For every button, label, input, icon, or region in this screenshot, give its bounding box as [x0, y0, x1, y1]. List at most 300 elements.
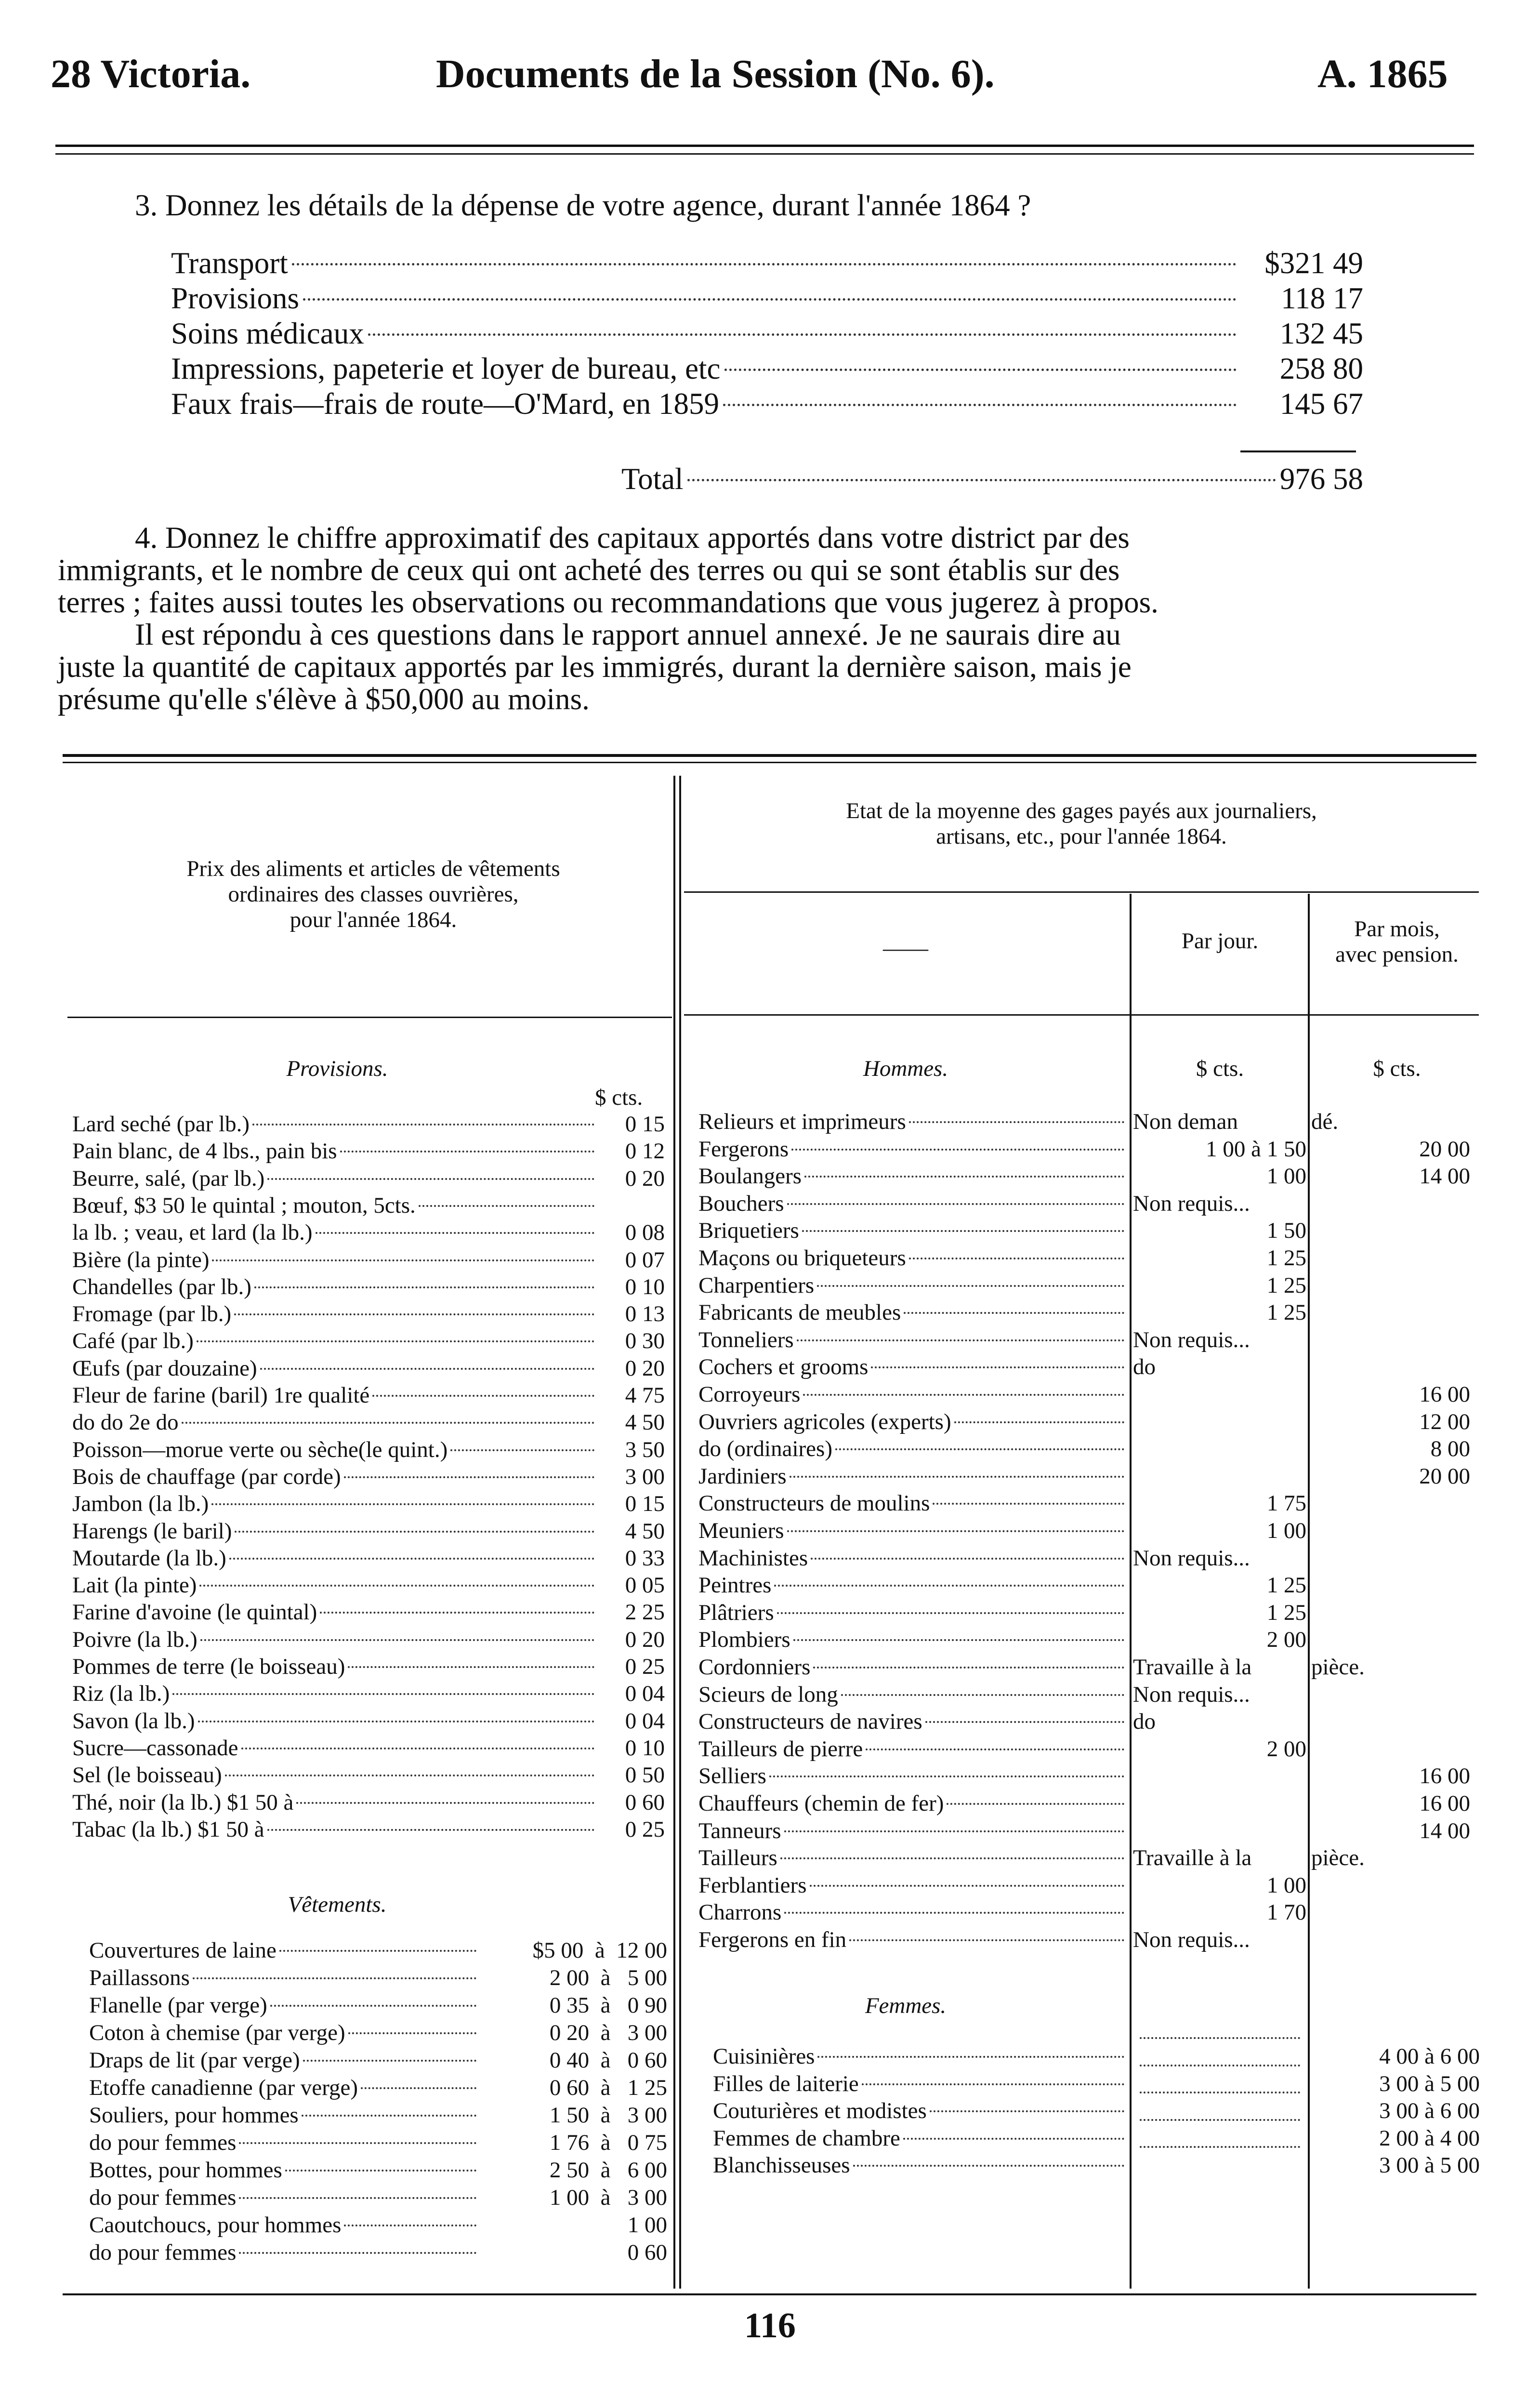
men-wage-day: 2 00 — [1266, 1736, 1306, 1761]
provision-row-label: Poisson—morue verte ou sèche(le quint.) — [72, 1437, 448, 1462]
q3-expense-amount: $321 49 — [1264, 246, 1363, 280]
leader-dots — [239, 2252, 476, 2254]
q4-line: juste la quantité de capitaux apportés par les immigrés, durant la dernière saison, mais je — [58, 650, 1132, 684]
men-wage-row — [698, 1217, 1127, 1244]
leader-dots — [797, 1339, 1124, 1341]
men-wage-row — [698, 1872, 1127, 1899]
provision-row-label: Lard seché (par lb.) — [72, 1112, 250, 1137]
men-wage-day: 1 00 à 1 50 — [1206, 1136, 1306, 1162]
men-wage-day: 1 00 — [1266, 1518, 1306, 1543]
women-wage-row — [713, 2125, 1127, 2152]
men-wage-label: Fergerons en fin — [698, 1927, 847, 1952]
provision-row-label: Moutarde (la lb.) — [72, 1545, 226, 1571]
clothing-row-amount: 1 50 à 3 00 — [549, 2103, 667, 2128]
clothing-row-label: Bottes, pour hommes — [89, 2158, 282, 2183]
divider-wages-col1 — [1130, 894, 1132, 2289]
women-wage-label: Couturières et modistes — [713, 2098, 927, 2123]
clothing-row-amount: 0 20 à 3 00 — [549, 2020, 667, 2045]
men-wage-label: Constructeurs de moulins — [698, 1491, 930, 1516]
provision-row — [72, 1599, 665, 1626]
q4-line: terres ; faites aussi toutes les observations ou recommandations que vous jugerez à propos. — [58, 585, 1158, 619]
men-wage-label: Constructeurs de navires — [698, 1709, 922, 1735]
men-heading: Hommes. — [863, 1056, 948, 1081]
men-wage-label: Charpentiers — [698, 1272, 815, 1298]
prices-header-rule — [67, 1017, 672, 1018]
leader-dots — [813, 1667, 1124, 1669]
provision-row-label: Poivre (la lb.) — [72, 1627, 197, 1652]
provision-row — [72, 1111, 665, 1138]
provision-row — [72, 1273, 665, 1300]
provision-row-amount: 0 50 — [625, 1762, 665, 1788]
clothing-row-amount: 2 00 à 5 00 — [549, 1965, 667, 1990]
men-wage-label: Tailleurs — [698, 1845, 777, 1871]
men-wage-day: do — [1133, 1709, 1156, 1735]
men-wage-row — [698, 1681, 1127, 1708]
men-wage-day: Non requis... — [1133, 1927, 1250, 1952]
leader-dots — [303, 298, 1237, 301]
clothing-row-amount: 1 76 à 0 75 — [549, 2130, 667, 2155]
leader-dots — [211, 1503, 594, 1505]
leader-dots — [212, 1259, 594, 1261]
provision-row — [72, 1735, 665, 1761]
men-wage-label: Tailleurs de pierre — [698, 1736, 863, 1761]
men-wage-label: Plombiers — [698, 1627, 790, 1653]
clothing-row-label: do pour femmes — [89, 2240, 237, 2265]
provision-row-amount: 0 08 — [625, 1220, 665, 1245]
leader-dots — [348, 1666, 594, 1668]
leader-dots — [348, 2032, 476, 2034]
men-wage-row — [698, 1790, 1127, 1817]
men-wage-row — [698, 1626, 1127, 1653]
provision-row — [72, 1490, 665, 1517]
men-wage-day — [1133, 1408, 1306, 1435]
men-wage-label: Chauffeurs (chemin de fer) — [698, 1791, 944, 1816]
provision-row-amount: 0 04 — [625, 1681, 665, 1707]
men-wage-label: Fergerons — [698, 1136, 789, 1162]
men-wage-label: Machinistes — [698, 1545, 808, 1571]
footer-rule — [63, 2293, 1476, 2295]
men-wage-day: 1 25 — [1266, 1600, 1306, 1625]
provision-row — [72, 1463, 665, 1490]
divider-prices-wages-2 — [679, 776, 681, 2289]
provision-row-amount: 3 50 — [625, 1437, 665, 1462]
men-wage-month — [1311, 1872, 1470, 1899]
men-wage-row — [698, 1599, 1127, 1626]
provision-row-label: Sucre—cassonade — [72, 1735, 238, 1761]
q3-expense-label: Provisions — [171, 281, 300, 315]
leader-dots — [267, 1178, 594, 1180]
leader-dots — [909, 1258, 1124, 1259]
men-wage-row — [698, 1245, 1127, 1271]
men-wage-day: 1 25 — [1266, 1272, 1306, 1298]
wages-col-day: Par jour. — [1181, 928, 1259, 954]
leader-dots — [303, 2060, 476, 2062]
men-wage-row — [698, 1762, 1127, 1789]
leader-dots — [1140, 2146, 1300, 2148]
provision-row-label: Sel (le boisseau) — [72, 1762, 222, 1788]
leader-dots — [292, 263, 1237, 265]
men-wage-month: 14 00 — [1419, 1164, 1470, 1189]
provision-row — [72, 1300, 665, 1327]
clothing-row-amount: $5 00 à 12 00 — [532, 1938, 667, 1963]
clothing-row-label: Paillassons — [89, 1965, 190, 1990]
provision-row-label: Lait (la pinte) — [72, 1573, 197, 1598]
prices-title-1: Prix des aliments et articles de vêtements — [186, 856, 560, 881]
men-wage-day: 1 75 — [1266, 1491, 1306, 1516]
leader-dots — [811, 1558, 1124, 1560]
q4-line: Il est répondu à ces questions dans le rapport annuel annexé. Je ne saurais dire au — [135, 618, 1121, 651]
leader-dots — [784, 1912, 1124, 1914]
leader-dots — [193, 1977, 476, 1979]
leader-dots — [229, 1558, 594, 1560]
women-wage-label: Filles de laiterie — [713, 2071, 859, 2096]
men-wage-month: pièce. — [1311, 1845, 1365, 1871]
provision-row-label: Pommes de terre (le boisseau) — [72, 1654, 345, 1679]
leader-dots — [787, 1203, 1124, 1205]
wages-unit-day: $ cts. — [1196, 1056, 1244, 1081]
leader-dots — [252, 1124, 594, 1126]
provision-row — [72, 1436, 665, 1463]
men-wage-row — [698, 1326, 1127, 1353]
provision-row-label: Harengs (le baril) — [72, 1518, 232, 1544]
leader-dots — [909, 1121, 1124, 1123]
men-wage-month — [1311, 1490, 1470, 1517]
leader-dots — [239, 2142, 476, 2144]
provision-row-amount: 0 25 — [625, 1816, 665, 1842]
men-wage-row — [698, 1272, 1127, 1299]
prices-title-2: ordinaires des classes ouvrières, — [228, 882, 519, 907]
provision-row — [72, 1246, 665, 1273]
leader-dots — [802, 1230, 1124, 1232]
provision-row-label: Jambon (la lb.) — [72, 1491, 209, 1517]
men-wage-month — [1311, 1572, 1470, 1599]
provision-row-amount: 3 00 — [625, 1464, 665, 1489]
men-wage-day — [1133, 1790, 1306, 1817]
provision-row-label: Bœuf, $3 50 le quintal ; mouton, 5cts. — [72, 1192, 416, 1218]
q3-expense-row — [171, 316, 1363, 351]
men-wage-month — [1311, 1190, 1470, 1217]
men-wage-row — [698, 1654, 1127, 1681]
q3-expense-amount: 258 80 — [1279, 352, 1363, 385]
men-wage-month — [1311, 1599, 1470, 1626]
page-number: 116 — [744, 2306, 796, 2345]
provision-row-label: Œufs (par douzaine) — [72, 1355, 257, 1381]
clothing-row-amount: 2 50 à 6 00 — [549, 2158, 667, 2183]
men-wage-month: 20 00 — [1419, 1463, 1470, 1489]
divider-prices-wages-1 — [673, 776, 675, 2289]
leader-dots — [1140, 2119, 1300, 2121]
provision-row — [72, 1382, 665, 1409]
men-wage-label: Relieurs et imprimeurs — [698, 1109, 906, 1134]
q3-expense-amount: 132 45 — [1279, 317, 1363, 350]
provision-row-label: Tabac (la lb.) $1 50 à — [72, 1816, 264, 1842]
men-wage-label: Cordonniers — [698, 1655, 811, 1680]
provision-row — [72, 1761, 665, 1788]
men-wage-month — [1311, 1626, 1470, 1653]
clothing-row — [89, 2184, 667, 2211]
q3-expense-row — [171, 351, 1363, 386]
leader-dots — [903, 2138, 1124, 2140]
provision-row — [72, 1219, 665, 1246]
section-rule-bottom — [63, 762, 1476, 763]
leader-dots — [724, 369, 1237, 371]
men-wage-row — [698, 1899, 1127, 1926]
leader-dots — [774, 1585, 1124, 1587]
men-wage-label: do (ordinaires) — [698, 1436, 832, 1462]
men-wage-label: Ouvriers agricoles (experts) — [698, 1409, 951, 1434]
men-wage-row — [698, 1926, 1127, 1953]
provision-row — [72, 1327, 665, 1354]
men-wage-row — [698, 1708, 1127, 1735]
provisions-heading: Provisions. — [286, 1056, 388, 1081]
provision-row-amount: 0 10 — [625, 1735, 665, 1761]
leader-dots — [368, 333, 1237, 336]
wages-title-rule — [684, 891, 1479, 893]
divider-wages-col2 — [1308, 894, 1310, 2289]
men-wage-month — [1311, 1353, 1470, 1380]
men-wage-day: Non requis... — [1133, 1545, 1250, 1571]
leader-dots — [260, 1368, 594, 1370]
men-wage-label: Tonneliers — [698, 1327, 794, 1352]
leader-dots — [791, 1149, 1124, 1151]
men-wage-row — [698, 1408, 1127, 1435]
men-wage-day: Non requis... — [1133, 1191, 1250, 1216]
men-wage-label: Meuniers — [698, 1518, 784, 1543]
wages-unit-month: $ cts. — [1373, 1056, 1421, 1081]
clothing-row-label: Caoutchoucs, pour hommes — [89, 2212, 342, 2238]
men-wage-label: Corroyeurs — [698, 1382, 801, 1407]
leader-dots — [340, 1151, 594, 1152]
provision-row-label: Beurre, salé, (par lb.) — [72, 1165, 265, 1191]
men-wage-row — [698, 1299, 1127, 1326]
provision-row-amount: 0 20 — [625, 1627, 665, 1652]
men-wage-month: 20 00 — [1419, 1136, 1470, 1162]
provision-row-amount: 0 12 — [625, 1139, 665, 1164]
men-wage-day: Travaille à la — [1133, 1655, 1252, 1680]
men-wage-day: 1 00 — [1266, 1872, 1306, 1898]
men-wage-label: Maçons ou briqueteurs — [698, 1245, 906, 1271]
header-rule-bottom — [55, 153, 1474, 155]
clothing-row — [89, 2102, 667, 2129]
wages-col-month-2: avec pension. — [1335, 942, 1459, 967]
provision-row-amount: 0 15 — [625, 1112, 665, 1137]
leader-dots — [904, 1312, 1124, 1314]
leader-dots — [787, 1530, 1124, 1532]
women-wage-label: Blanchisseuses — [713, 2153, 850, 2178]
q4-line: 4. Donnez le chiffre approximatif des capitaux apportés dans votre district par des — [135, 521, 1130, 555]
women-wage-label: Cuisinières — [713, 2044, 815, 2069]
leader-dots — [954, 1421, 1124, 1423]
clothing-row — [89, 2074, 667, 2101]
provision-row-amount: 4 50 — [625, 1518, 665, 1544]
clothing-row-label: Souliers, pour hommes — [89, 2103, 299, 2128]
men-wage-row — [698, 1108, 1127, 1135]
men-wage-month — [1311, 1708, 1470, 1735]
q3-total-amount: 976 58 — [1279, 462, 1363, 496]
q3-expense-row — [171, 246, 1363, 281]
leader-dots — [199, 1585, 594, 1587]
men-wage-row — [698, 1136, 1127, 1163]
provision-row-amount: 0 25 — [625, 1654, 665, 1679]
leader-dots — [784, 1830, 1124, 1832]
leader-dots — [419, 1205, 594, 1207]
leader-dots — [866, 1748, 1124, 1750]
provision-row-amount: 0 30 — [625, 1328, 665, 1354]
provision-row-label: Farine d'avoine (le quintal) — [72, 1600, 317, 1625]
q3-question: 3. Donnez les détails de la dépense de votre agence, durant l'année 1864 ? — [135, 188, 1031, 222]
wages-title-1: Etat de la moyenne des gages payés aux journaliers, — [846, 798, 1317, 823]
men-wage-label: Ferblantiers — [698, 1872, 807, 1898]
leader-dots — [296, 1802, 594, 1804]
men-wage-day: 1 00 — [1266, 1164, 1306, 1189]
clothing-row — [89, 1937, 667, 1964]
clothing-row — [89, 2129, 667, 2156]
men-wage-row — [698, 1435, 1127, 1462]
men-wage-month — [1311, 1517, 1470, 1544]
provision-row-amount: 0 15 — [625, 1491, 665, 1517]
provision-row-amount: 0 04 — [625, 1708, 665, 1734]
men-wage-day — [1133, 1463, 1306, 1490]
q3-expense-row — [171, 386, 1363, 422]
men-wage-row — [698, 1490, 1127, 1517]
men-wage-label: Tanneurs — [698, 1818, 781, 1843]
women-wage-month: 3 00 à 5 00 — [1379, 2153, 1480, 2178]
clothing-row — [89, 2157, 667, 2184]
men-wage-label: Scieurs de long — [698, 1682, 838, 1707]
leader-dots — [234, 1313, 594, 1315]
women-wage-row — [713, 2070, 1127, 2097]
leader-dots — [925, 1721, 1124, 1723]
q3-expense-row — [171, 281, 1363, 316]
provision-row-label: Fleur de farine (baril) 1re qualité — [72, 1383, 370, 1408]
leader-dots — [172, 1693, 594, 1695]
clothing-row-label: Flanelle (par verge) — [89, 1993, 267, 2018]
men-wage-day: do — [1133, 1354, 1156, 1380]
men-wage-month: 8 00 — [1430, 1436, 1470, 1462]
leader-dots — [197, 1340, 594, 1342]
wages-col-blank: —— — [883, 936, 928, 961]
q3-expense-label: Impressions, papeterie et loyer de bureau, etc — [171, 352, 721, 385]
men-wage-month — [1311, 1245, 1470, 1271]
leader-dots — [344, 1476, 594, 1478]
provision-row-label: Café (par lb.) — [72, 1328, 194, 1354]
leader-dots — [200, 1639, 594, 1641]
provision-row — [72, 1165, 665, 1192]
wages-col-month-1: Par mois, — [1354, 916, 1440, 941]
provision-row-amount: 0 33 — [625, 1545, 665, 1571]
men-wage-label: Plâtriers — [698, 1600, 774, 1625]
women-wage-day — [1137, 2152, 1303, 2179]
women-wage-month: 3 00 à 6 00 — [1379, 2098, 1480, 2123]
men-wage-label: Charrons — [698, 1900, 782, 1925]
men-wage-day — [1133, 1435, 1306, 1462]
men-wage-row — [698, 1381, 1127, 1408]
clothing-row-amount: 0 60 — [627, 2240, 667, 2265]
men-wage-label: Jardiniers — [698, 1463, 787, 1489]
provision-row — [72, 1355, 665, 1382]
provision-row — [72, 1545, 665, 1572]
women-heading: Femmes. — [865, 1993, 947, 2018]
leader-dots — [862, 2083, 1124, 2085]
men-wage-month — [1311, 1545, 1470, 1572]
provision-row-amount: 0 20 — [625, 1165, 665, 1191]
men-wage-row — [698, 1572, 1127, 1599]
men-wage-row — [698, 1517, 1127, 1544]
men-wage-month: 14 00 — [1419, 1818, 1470, 1843]
men-wage-month — [1311, 1326, 1470, 1353]
leader-dots — [835, 1448, 1124, 1450]
leader-dots — [841, 1694, 1124, 1696]
provision-row — [72, 1572, 665, 1599]
men-wage-month — [1311, 1299, 1470, 1326]
leader-dots — [777, 1612, 1124, 1614]
provision-row — [72, 1816, 665, 1843]
leader-dots — [302, 2115, 476, 2117]
men-wage-row — [698, 1844, 1127, 1871]
q3-total-label: Total — [621, 462, 684, 496]
men-wage-label: Peintres — [698, 1573, 772, 1598]
leader-dots — [930, 2110, 1124, 2112]
leader-dots — [235, 1531, 594, 1533]
provision-row-amount: 4 50 — [625, 1410, 665, 1435]
q3-expense-label: Faux frais—frais de route—O'Mard, en 1859 — [171, 387, 720, 421]
clothing-row — [89, 2212, 667, 2238]
prices-title-3: pour l'année 1864. — [290, 907, 457, 932]
provision-row-label: Pain blanc, de 4 lbs., pain bis — [72, 1139, 337, 1164]
provision-row-label: Bois de chauffage (par corde) — [72, 1464, 341, 1489]
clothing-row-label: do pour femmes — [89, 2130, 237, 2155]
provision-row-amount: 0 07 — [625, 1247, 665, 1272]
men-wage-day: 1 50 — [1266, 1218, 1306, 1244]
q3-expense-amount: 145 67 — [1279, 387, 1363, 421]
women-wage-row — [713, 2043, 1127, 2070]
leader-dots — [225, 1775, 594, 1776]
leader-dots — [267, 1829, 594, 1831]
leader-dots — [1140, 2065, 1300, 2066]
men-wage-month — [1311, 1926, 1470, 1953]
men-wage-month: 16 00 — [1419, 1791, 1470, 1816]
prices-unit-header: $ cts. — [595, 1085, 643, 1110]
men-wage-day: Non requis... — [1133, 1682, 1250, 1707]
leader-dots — [790, 1476, 1124, 1478]
men-wage-month: 16 00 — [1419, 1763, 1470, 1789]
header-center: Documents de la Session (No. 6). — [436, 52, 995, 96]
provision-row-label: Riz (la lb.) — [72, 1681, 170, 1707]
leader-dots — [285, 2170, 476, 2172]
leader-dots — [239, 2197, 476, 2199]
leader-dots — [780, 1857, 1124, 1859]
clothing-row — [89, 2019, 667, 2046]
leader-dots — [254, 1286, 594, 1288]
provision-row-amount: 0 60 — [625, 1789, 665, 1815]
women-wage-month: 4 00 à 6 00 — [1379, 2044, 1480, 2069]
men-wage-month — [1311, 1899, 1470, 1926]
women-wage-row — [713, 2152, 1127, 2179]
men-wage-month: 12 00 — [1419, 1409, 1470, 1434]
leader-dots — [320, 1612, 594, 1614]
clothing-row — [89, 2047, 667, 2074]
women-wage-label: Femmes de chambre — [713, 2125, 900, 2151]
leader-dots — [1140, 2037, 1300, 2039]
q4-line: présume qu'elle s'élève à $50,000 au moins. — [58, 682, 590, 716]
leader-dots — [803, 1394, 1124, 1396]
provision-row-amount: 0 05 — [625, 1573, 665, 1598]
provision-row-label: Chandelles (par lb.) — [72, 1274, 251, 1299]
provision-row — [72, 1789, 665, 1816]
wages-title-2: artisans, etc., pour l'année 1864. — [936, 824, 1227, 849]
leader-dots — [182, 1422, 594, 1424]
section-rule-top — [63, 754, 1476, 757]
